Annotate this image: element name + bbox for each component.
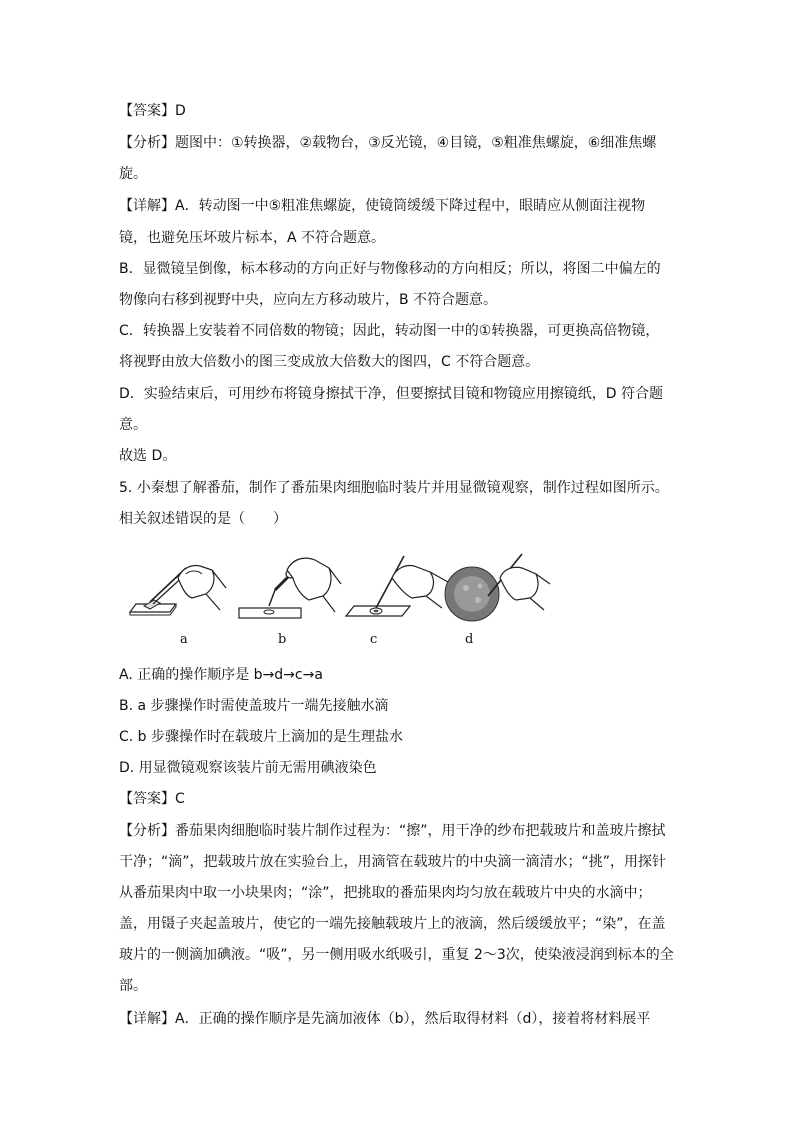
text-line: 旋。 [119,166,147,182]
figure-label-a: a [180,632,188,647]
text-line: 物像向右移到视野中央，应向左方移动玻片，B 不符合题意。 [119,292,498,308]
text-line: 将视野由放大倍数小的图三变成放大倍数大的图四，C 不符合题意。 [119,354,540,370]
figure-label-c: c [370,632,378,647]
question-5-stem: 5. 小秦想了解番茄，制作了番茄果肉细胞临时装片并用显微镜观察，制作过程如图所示。 [119,480,669,496]
question-5-stem-cont: 相关叙述错误的是（ ） [119,511,287,527]
text-line: 玻片的一侧滴加碘液。“吸”，另一侧用吸水纸吸引，重复 2～3次，使染液浸润到标本的全 [119,947,674,963]
answer-line: 【答案】D [119,103,186,119]
step-d-illustration [442,548,552,628]
text-line: 镜，也避免压坏玻片标本，A 不符合题意。 [119,230,386,246]
text-line: 盖，用镊子夹起盖玻片，使它的一端先接触载玻片上的液滴，然后缓缓放平；“染”，在盖 [119,916,666,932]
figure-label-b: b [278,632,287,647]
conclusion-line: 故选 D。 [119,448,177,464]
step-a-illustration [120,548,230,628]
option-d-explanation: D．实验结束后，可用纱布将镜身擦拭干净，但要擦拭目镜和物镜应用擦镜纸，D 符合题 [119,386,664,402]
option-d: D. 用显微镜观察该装片前无需用碘液染色 [119,760,377,776]
analysis-line: 【分析】番茄果肉细胞临时装片制作过程为：“擦”，用干净的纱布把载玻片和盖玻片擦拭 [119,823,666,839]
option-b-explanation: B．显微镜呈倒像，标本移动的方向正好与物像移动的方向相反；所以，将图二中偏左的 [119,261,661,277]
step-c-illustration [342,548,452,628]
text-line: 干净；“滴”，把载玻片放在实验台上，用滴管在载玻片的中央滴一滴清水；“挑”，用探针 [119,854,667,870]
figure-label-d: d [465,632,474,647]
option-c-explanation: C．转换器上安装着不同倍数的物镜；因此，转动图一中的①转换器，可更换高倍物镜， [119,323,660,339]
text-line: 意。 [119,417,147,433]
text-line: 从番茄果肉中取一小块果肉；“涂”，把挑取的番茄果肉均匀放在载玻片中央的水滴中； [119,885,652,901]
option-a: A. 正确的操作顺序是 b→d→c→a [119,667,323,683]
analysis-line: 【分析】题图中：①转换器，②载物台，③反光镜，④目镜，⑤粗准焦螺旋，⑥细准焦螺 [119,135,657,151]
procedure-figure [120,548,560,652]
detail-line: 【详解】A．转动图一中⑤粗准焦螺旋，使镜筒缓缓下降过程中，眼睛应从侧面注视物 [119,198,646,214]
step-b-illustration [235,548,345,628]
option-b: B. a 步骤操作时需使盖玻片一端先接触水滴 [119,698,389,714]
text-line: 部。 [119,978,147,994]
detail-line: 【详解】A．正确的操作顺序是先滴加液体（b），然后取得材料（d），接着将材料展平 [119,1011,651,1027]
answer-line: 【答案】C [119,791,185,807]
option-c: C. b 步骤操作时在载玻片上滴加的是生理盐水 [119,729,404,745]
